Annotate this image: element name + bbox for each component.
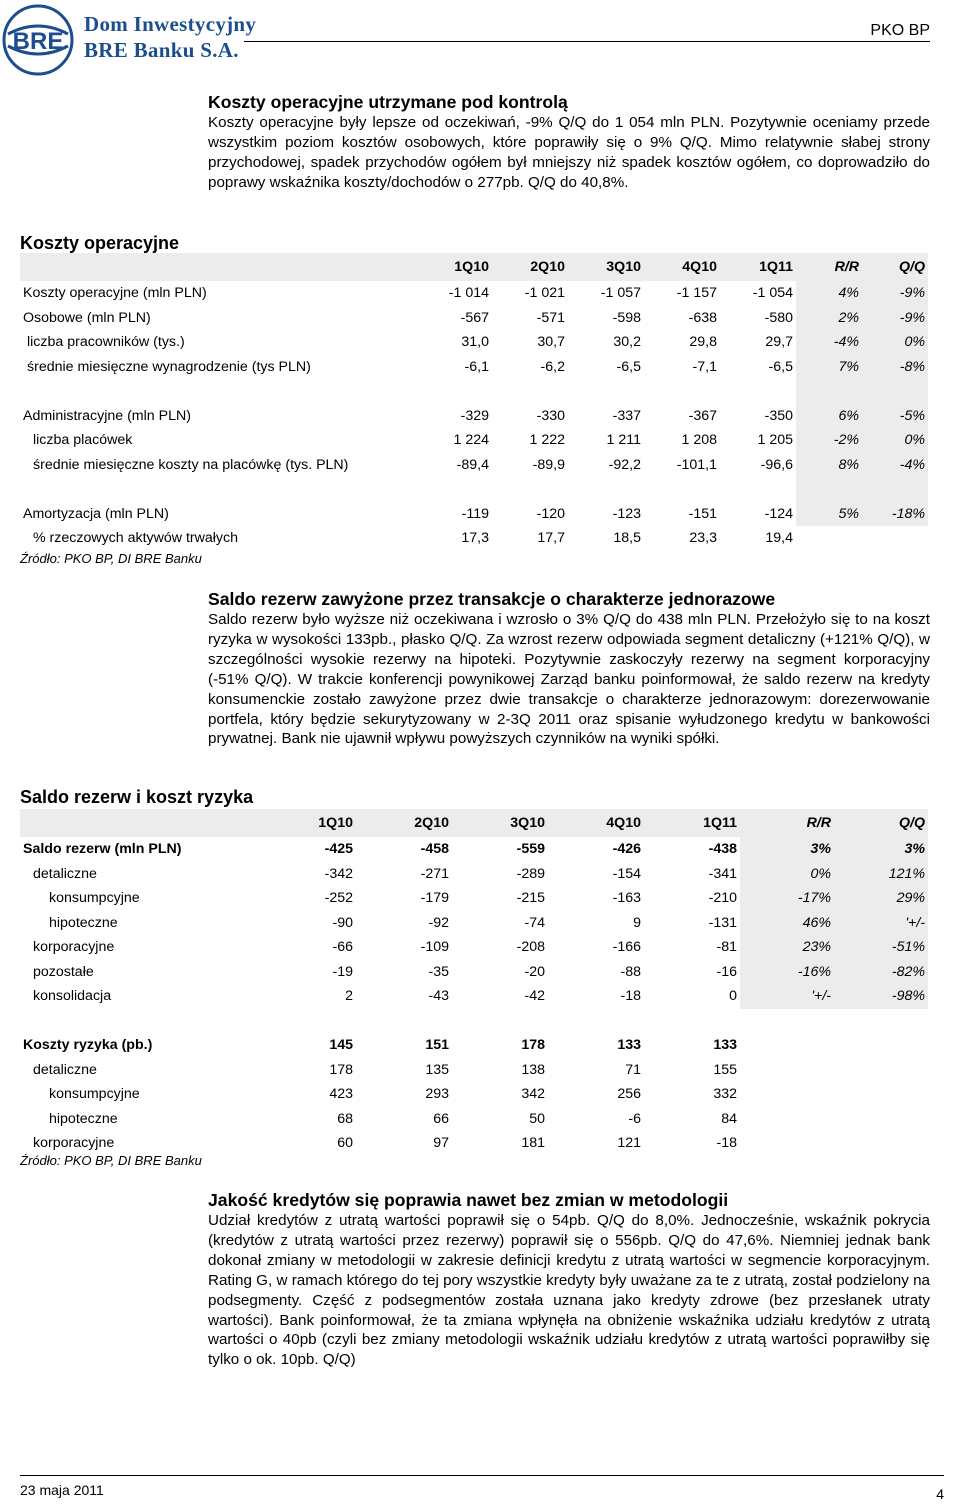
table-cell	[834, 1058, 928, 1083]
table-cell: -6,1	[464, 358, 489, 375]
row-label	[20, 1009, 260, 1034]
table-cell: 0%	[862, 330, 928, 355]
table-cell: 8%	[796, 453, 862, 478]
table-cell: -1 054	[752, 285, 793, 302]
table-cell: 0%	[740, 862, 834, 887]
table-cell	[416, 477, 492, 502]
row-label: hipoteczne	[49, 914, 118, 931]
row-label: korporacyjne	[33, 939, 115, 956]
table-cell: 121	[617, 1135, 641, 1152]
table-cell	[356, 1009, 452, 1034]
table-row	[20, 1107, 928, 1132]
table-cell: -571	[536, 309, 565, 326]
table-cell	[862, 526, 928, 551]
table-cell: 17,3	[461, 530, 489, 547]
table-cell: -2%	[796, 428, 862, 453]
table-cell: 71	[625, 1061, 641, 1078]
table-cell	[720, 477, 796, 502]
table-cell: 133	[617, 1037, 641, 1054]
table-cell	[796, 526, 862, 551]
table-cell	[740, 1009, 834, 1034]
table-row	[20, 526, 928, 551]
table-cell	[416, 379, 492, 404]
provisions-table	[20, 809, 928, 1156]
table-cell: 145	[329, 1037, 353, 1054]
column-header: 1Q10	[260, 809, 356, 837]
table-cell: -638	[688, 309, 717, 326]
table-cell: -81	[716, 939, 737, 956]
table-cell: -16%	[740, 960, 834, 985]
table-cell	[644, 379, 720, 404]
table-cell: -124	[764, 505, 793, 522]
table-cell	[644, 477, 720, 502]
row-label: średnie miesięczne koszty na placówkę (tys. PLN)	[33, 456, 349, 473]
table-cell: -215	[516, 890, 545, 907]
table-cell: 151	[425, 1037, 449, 1054]
column-header: 2Q10	[356, 809, 452, 837]
table-cell: 30,2	[613, 334, 641, 351]
table-cell	[834, 1033, 928, 1058]
row-label: konsumpcyjne	[49, 890, 140, 907]
column-header: R/R	[796, 253, 862, 281]
table-row	[20, 1082, 928, 1107]
row-label: korporacyjne	[33, 1135, 115, 1152]
table-cell: 3%	[740, 837, 834, 862]
row-label	[20, 477, 416, 502]
table-cell: -101,1	[676, 456, 717, 473]
table-cell	[740, 1033, 834, 1058]
table-cell: -7,1	[692, 358, 717, 375]
table-cell: -6,5	[768, 358, 793, 375]
column-header: R/R	[740, 809, 834, 837]
table-cell: 31,0	[461, 334, 489, 351]
table-cell: -458	[420, 841, 449, 858]
table-row	[20, 379, 928, 404]
table-row	[20, 306, 928, 331]
table-cell: -92,2	[608, 456, 641, 473]
table-cell: 17,7	[537, 530, 565, 547]
page-number: 4	[936, 1486, 944, 1502]
table-cell: 181	[521, 1135, 545, 1152]
table-cell: 2	[345, 988, 353, 1005]
table-cell	[834, 1131, 928, 1156]
table-cell: 332	[713, 1086, 737, 1103]
table-cell: 2%	[796, 306, 862, 331]
table-cell: 68	[337, 1110, 353, 1127]
section-heading: Koszty operacyjne utrzymane pod kontrolą	[208, 92, 568, 112]
table-cell: 1 208	[681, 432, 717, 449]
logo-line-2: BRE Banku S.A.	[84, 38, 239, 62]
table-cell: -208	[516, 939, 545, 956]
table-cell	[796, 379, 862, 404]
table-cell: -1 014	[448, 285, 489, 302]
row-label: Koszty ryzyka (pb.)	[23, 1037, 153, 1054]
table-row	[20, 911, 928, 936]
table-cell: -342	[324, 865, 353, 882]
table-cell: -6,2	[540, 358, 565, 375]
table-cell: 19,4	[765, 530, 793, 547]
table-cell: 30,7	[537, 334, 565, 351]
table-row	[20, 886, 928, 911]
table-cell: -51%	[834, 935, 928, 960]
table-cell: 4%	[796, 281, 862, 306]
column-header: 4Q10	[548, 809, 644, 837]
table-cell: -16	[716, 963, 737, 980]
table-cell: 1 222	[529, 432, 565, 449]
table-row	[20, 355, 928, 380]
table-cell: 66	[433, 1110, 449, 1127]
section-heading: Saldo rezerw zawyżone przez transakcje o charakterze jednorazowe	[208, 589, 776, 609]
table-source: Źródło: PKO BP, DI BRE Banku	[20, 1153, 202, 1168]
table-cell: -131	[708, 914, 737, 931]
table-cell: -341	[708, 865, 737, 882]
column-header: 1Q11	[644, 809, 740, 837]
table-cell: -166	[612, 939, 641, 956]
header-rule	[244, 41, 930, 42]
table-header-row	[20, 809, 928, 837]
table-cell: '+/-	[834, 911, 928, 936]
section-heading: Jakość kredytów się poprawia nawet bez zmian w metodologii	[208, 1190, 729, 1210]
table-cell: 84	[721, 1110, 737, 1127]
table-cell	[740, 1058, 834, 1083]
table-cell: -252	[324, 890, 353, 907]
table-cell: 7%	[796, 355, 862, 380]
table-cell: 133	[713, 1037, 737, 1054]
table-cell: 0%	[862, 428, 928, 453]
table-cell: 29,7	[765, 334, 793, 351]
table-cell: -559	[516, 841, 545, 858]
table-cell: 342	[521, 1086, 545, 1103]
row-label: liczba placówek	[33, 432, 133, 449]
table-cell: -90	[332, 914, 353, 931]
table-cell: -18	[620, 988, 641, 1005]
column-header: 3Q10	[452, 809, 548, 837]
column-header: 3Q10	[568, 253, 644, 281]
table-cell: 50	[529, 1110, 545, 1127]
table-cell	[740, 1131, 834, 1156]
table-cell: -17%	[740, 886, 834, 911]
table-cell: -1 157	[676, 285, 717, 302]
table-cell: -580	[764, 309, 793, 326]
table-row	[20, 1009, 928, 1034]
table-cell: -1 021	[524, 285, 565, 302]
table-cell: -18	[716, 1135, 737, 1152]
table-cell: 97	[433, 1135, 449, 1152]
footer-date: 23 maja 2011	[20, 1482, 104, 1498]
table-cell: -598	[612, 309, 641, 326]
table-cell: -163	[612, 890, 641, 907]
header-blank	[20, 253, 416, 281]
table-cell: -123	[612, 505, 641, 522]
table-cell: -92	[428, 914, 449, 931]
table-cell	[862, 379, 928, 404]
table-cell	[740, 1082, 834, 1107]
row-label: konsolidacja	[33, 988, 112, 1005]
table-cell: 293	[425, 1086, 449, 1103]
column-header: Q/Q	[834, 809, 928, 837]
table-cell: -109	[420, 939, 449, 956]
table-cell: -426	[612, 841, 641, 858]
table-cell: -4%	[862, 453, 928, 478]
table-cell	[740, 1107, 834, 1132]
table-source: Źródło: PKO BP, DI BRE Banku	[20, 551, 202, 566]
row-label: pozostałe	[33, 963, 94, 980]
table-cell	[492, 379, 568, 404]
column-header: Q/Q	[862, 253, 928, 281]
table-cell: 6%	[796, 404, 862, 429]
table-cell: -1 057	[600, 285, 641, 302]
section-loan-quality	[208, 1190, 930, 1370]
table-cell: -9%	[862, 281, 928, 306]
table-cell: -9%	[862, 306, 928, 331]
table-row	[20, 1058, 928, 1083]
table-cell: -88	[620, 963, 641, 980]
table-header-row	[20, 253, 928, 281]
table-row	[20, 404, 928, 429]
header-blank	[20, 809, 260, 837]
table-cell: -18%	[862, 502, 928, 527]
table-cell: 23,3	[689, 530, 717, 547]
table-cell: 423	[329, 1086, 353, 1103]
column-header: 1Q10	[416, 253, 492, 281]
table-row	[20, 330, 928, 355]
table-cell	[492, 477, 568, 502]
table-cell: -154	[612, 865, 641, 882]
column-header: 2Q10	[492, 253, 568, 281]
table-cell: 29,8	[689, 334, 717, 351]
row-label: Administracyjne (mln PLN)	[23, 407, 191, 424]
table-cell	[568, 477, 644, 502]
section-provisions	[208, 589, 930, 749]
row-label: hipoteczne	[49, 1110, 118, 1127]
logo-line-1: Dom Inwestycyjny	[84, 12, 257, 36]
row-label: detaliczne	[33, 865, 97, 882]
row-label: konsumpcyjne	[49, 1086, 140, 1103]
table-cell: 155	[713, 1061, 737, 1078]
table-cell: 1 224	[453, 432, 489, 449]
table-cell: -210	[708, 890, 737, 907]
row-label: detaliczne	[33, 1061, 97, 1078]
table-cell: 178	[521, 1037, 545, 1054]
table-row	[20, 1131, 928, 1156]
table-cell: -19	[332, 963, 353, 980]
table-cell: -42	[524, 988, 545, 1005]
table-cell	[834, 1009, 928, 1034]
table-row	[20, 935, 928, 960]
table-cell: -82%	[834, 960, 928, 985]
table-cell	[568, 379, 644, 404]
table-row	[20, 502, 928, 527]
table-cell: -74	[524, 914, 545, 931]
table-cell: -567	[460, 309, 489, 326]
table-cell	[834, 1107, 928, 1132]
table-cell: -89,4	[456, 456, 489, 473]
svg-text:BRE: BRE	[12, 28, 64, 55]
table-cell: 138	[521, 1061, 545, 1078]
table-cell: -20	[524, 963, 545, 980]
table-cell: -8%	[862, 355, 928, 380]
side-title: Saldo rezerw i koszt ryzyka	[20, 787, 254, 807]
table-row	[20, 281, 928, 306]
table-cell	[644, 1009, 740, 1034]
table-cell: -179	[420, 890, 449, 907]
table-cell: 1 205	[757, 432, 793, 449]
table-cell: -119	[461, 505, 489, 522]
table-cell: -271	[420, 865, 449, 882]
table-cell: -337	[612, 407, 641, 424]
table-cell	[862, 477, 928, 502]
table-cell: -120	[536, 505, 565, 522]
row-label	[20, 379, 416, 404]
table-cell: '+/-	[740, 984, 834, 1009]
table-row	[20, 453, 928, 478]
table-row	[20, 984, 928, 1009]
table-row	[20, 837, 928, 862]
table-cell	[260, 1009, 356, 1034]
section-body: Saldo rezerw było wyższe niż oczekiwana i wzrosło o 3% Q/Q do 438 mln PLN. Przełożyło się to na koszt ryzyka w wysokości 133pb., płasko Q/Q. Za wzrost rezerw odpowiada segment detaliczny (+121% Q/Q), w szczególności wysokie rezerwy na hipoteki. Pozytywnie zaskoczyły rezerwy na segment korporacyjny (-51% Q/Q). W trakcie konferencji powynikowej Zarząd banku poinformował, że saldo rezerw na kredyty konsumenckie zostało zawyżone przez dwie transakcje o charakterze jednorazowym: dorezerwowanie portfela, który będzie sekurytyzowany w 2-3Q 2011 oraz spisanie wyłudzonego kredytu w bankowości prywatnej. Bank nie ujawnił wpływu powyższych czynników na wyniki spółki.	[208, 611, 930, 748]
table-cell: -151	[688, 505, 717, 522]
table-cell: -5%	[862, 404, 928, 429]
table-cell: 135	[425, 1061, 449, 1078]
table-cell: -43	[428, 988, 449, 1005]
table-cell	[548, 1009, 644, 1034]
row-label: Saldo rezerw (mln PLN)	[23, 841, 182, 858]
table-cell: 256	[617, 1086, 641, 1103]
footer-rule	[20, 1475, 944, 1476]
company-logo	[2, 4, 74, 76]
section-body: Koszty operacyjne były lepsze od oczekiwań, -9% Q/Q do 1 054 mln PLN. Pozytywnie oceniamy przede wszystkim poziom kosztów osobowych, które poprawiły się o 9% Q/Q. Mimo relatywnie słabej strony przychodowej, spadek przychodów ogółem był mniejszy niż spadek kosztów ogółem, co doprowadziło do poprawy wskaźnika koszty/dochodów o 277pb. Q/Q do 40,8%.	[208, 114, 930, 191]
table-cell: -89,9	[532, 456, 565, 473]
table-row	[20, 428, 928, 453]
table-cell: 0	[729, 988, 737, 1005]
table-cell: -425	[324, 841, 353, 858]
table-cell: -329	[460, 407, 489, 424]
row-label: % rzeczowych aktywów trwałych	[33, 530, 238, 547]
table-cell: 29%	[834, 886, 928, 911]
table-cell: 178	[329, 1061, 353, 1078]
table-cell: -6,5	[616, 358, 641, 375]
table-cell: 9	[633, 914, 641, 931]
table-cell	[834, 1082, 928, 1107]
table-cell: -330	[536, 407, 565, 424]
side-title: Koszty operacyjne	[20, 233, 180, 253]
table-cell: -6	[628, 1110, 641, 1127]
table-cell: 1 211	[606, 432, 641, 449]
row-label: średnie miesięczne wynagrodzenie (tys PLN)	[27, 358, 311, 375]
section-operating-costs	[208, 92, 930, 193]
table-cell: 23%	[740, 935, 834, 960]
table-cell: -96,6	[760, 456, 793, 473]
row-label: Amortyzacja (mln PLN)	[23, 505, 169, 522]
table-cell	[796, 477, 862, 502]
table-cell: 121%	[834, 862, 928, 887]
table-cell: -289	[516, 865, 545, 882]
table-cell	[720, 379, 796, 404]
table-row	[20, 477, 928, 502]
table-cell: -367	[688, 407, 717, 424]
table-cell: -438	[708, 841, 737, 858]
table-cell: 60	[337, 1135, 353, 1152]
table-row	[20, 1033, 928, 1058]
row-label: Osobowe (mln PLN)	[23, 309, 151, 326]
row-label: liczba pracowników (tys.)	[27, 334, 185, 351]
column-header: 4Q10	[644, 253, 720, 281]
column-header: 1Q11	[720, 253, 796, 281]
table-row	[20, 960, 928, 985]
row-label: Koszty operacyjne (mln PLN)	[23, 285, 207, 302]
table-cell: -35	[428, 963, 449, 980]
section-body: Udział kredytów z utratą wartości poprawił się o 54pb. Q/Q do 8,0%. Jednocześnie, wskaźnik pokrycia (kredytów z utratą wartości przez rezerwy) poprawił się o 556pb. Q/Q do 47,6%. Niemniej jednak bank dokonał zmiany w metodologii w zakresie definicji kredytu z utratą wartości w segmencie korporacyjnym. Rating G, w ramach którego do tej pory wszystkie kredyty były uważane za te z utratą, został podzielony na podsegmenty. Część z podsegmentów została uznana jako kredyty zdrowe (bez przesłanek utraty wartości). Bank poinformował, że ta zmiana wpłynęła na obniżenie wskaźnika udziału kredytów z utratą wartości o 40pb (czyli bez zmiany metodologii wskaźnik udziału kredytów z utratą wartości poprawiłby się tylko o ok. 10pb. Q/Q)	[208, 1212, 930, 1369]
operating-costs-table	[20, 253, 928, 551]
table-cell: -350	[764, 407, 793, 424]
table-cell: 18,5	[613, 530, 641, 547]
table-cell: 3%	[834, 837, 928, 862]
table-cell: -4%	[796, 330, 862, 355]
table-row	[20, 862, 928, 887]
table-cell: -66	[332, 939, 353, 956]
table-cell: -98%	[834, 984, 928, 1009]
company-name: PKO BP	[870, 22, 930, 39]
table-cell: 5%	[796, 502, 862, 527]
table-cell	[452, 1009, 548, 1034]
table-cell: 46%	[740, 911, 834, 936]
